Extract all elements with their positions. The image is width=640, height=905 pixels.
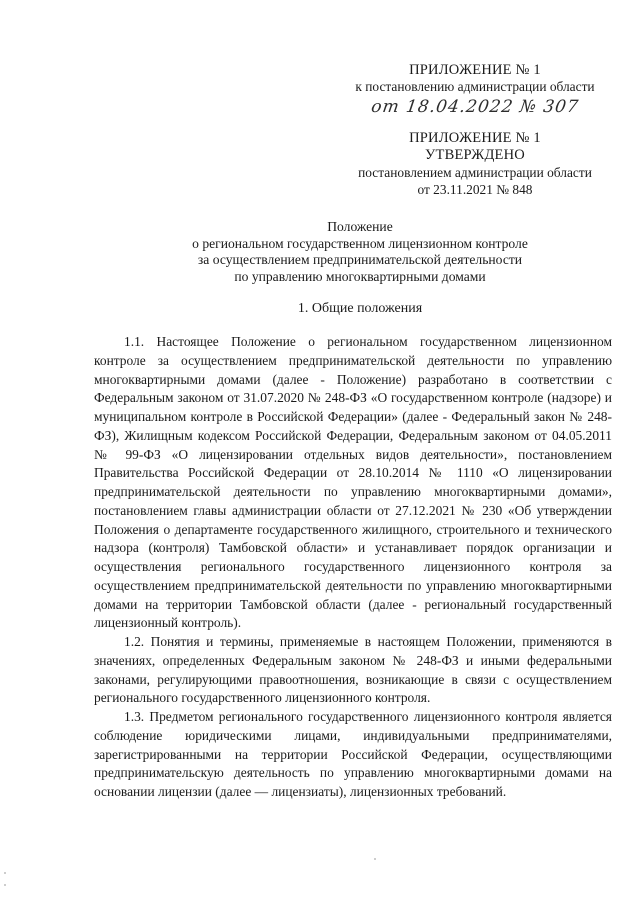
title-line-4: по управлению многоквартирными домами [234, 268, 486, 284]
scan-speck [4, 884, 6, 886]
appendix-number-original: ПРИЛОЖЕНИЕ № 1 [409, 130, 541, 146]
title-line-1: Положение [327, 219, 393, 234]
appendix-reference: к постановлению администрации области [355, 79, 595, 94]
appendix-header-approved [330, 130, 620, 198]
section-body [94, 333, 612, 802]
handwritten-date-number: от 18.04.2022 № 307 [369, 97, 581, 117]
title-line-3: за осуществлением предпринимательской деятельности [197, 252, 523, 267]
paragraph-1-2: 1.2. Понятия и термины, применяемые в настоящем Положении, применяются в значениях, определенных Федеральным законом № 248-ФЗ и иными федеральными законами, регулирующими правоотношения, возникающие в связи с осуществлением регионального государственного лицензионного контроля. [94, 634, 612, 706]
title-line-2: о региональном государственном лицензионном контроле [192, 235, 528, 251]
appendix-header-amendment [330, 62, 620, 115]
paragraph-1-3: 1.3. Предметом регионального государственного лицензионного контроля является соблюдение юридическими лицами, индивидуальными предпринимателями, зарегистрированными на территории Российской Федерации, осуществляющими предпринимательскую деятельность по управлению многоквартирными домами на основании лицензии (далее — лицензиаты), лицензионных требований. [94, 709, 612, 799]
section-heading: 1. Общие положения [297, 301, 423, 316]
approved-label: УТВЕРЖДЕНО [425, 147, 525, 163]
paragraph-1-1: 1.1. Настоящее Положение о региональном государственном лицензионном контроле за осуществлением предпринимательской деятельности по управлению многоквартирными домами (далее - Положение) разработано в соответствии с Федеральным законом от 31.07.2020 № 248-ФЗ «О государственном контроле (надзоре) и муниципальном контроле в Российской Федерации» (далее - Федеральный закон № 248-ФЗ), Жилищным кодексом Российской Федерации, Федеральным законом от 04.05.2011 № 99-ФЗ «О лицензировании отдельных видов деятельности», постановлением Правительства Российской Федерации от 28.10.2014 № 1110 «О лицензировании предпринимательской деятельности по управлению многоквартирными домами», постановлением главы администрации области от 27.12.2021 № 230 «Об утверждении Положения о департаменте государственного жилищного, строительного и технического надзора (контроля) Тамбовской области» и устанавливает порядок организации и осуществления регионального государственного лицензионного контроля за осуществлением предпринимательской деятельности по управлению многоквартирными домами на территории Тамбовской области (далее - региональный государственный лицензионный контроль). [94, 334, 612, 631]
appendix-number: ПРИЛОЖЕНИЕ № 1 [409, 62, 541, 78]
scan-speck [4, 872, 6, 874]
scan-speck [374, 858, 376, 860]
approved-date-number: от 23.11.2021 № 848 [417, 182, 533, 197]
approved-by: постановлением администрации области [358, 165, 592, 180]
document-title [90, 219, 630, 285]
